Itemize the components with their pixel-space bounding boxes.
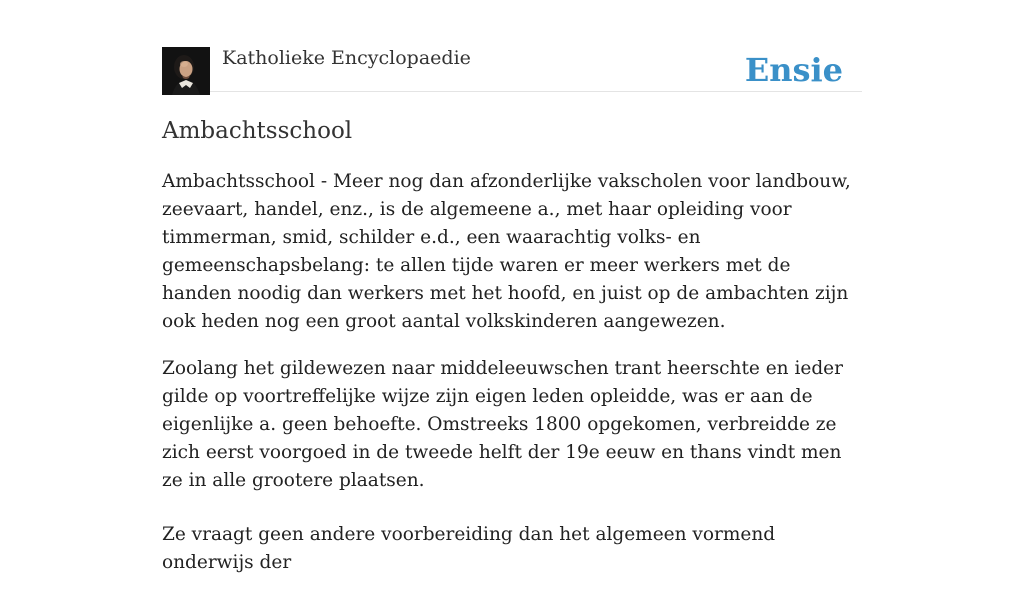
article-paragraph: Ze vraagt geen andere voorbereiding dan het algemeen vormend onderwijs der xyxy=(162,524,776,573)
article-title: Ambachtsschool xyxy=(162,118,353,144)
page-container xyxy=(162,0,862,573)
article-body xyxy=(162,168,862,596)
portrait-avatar-icon[interactable] xyxy=(162,47,210,95)
article-paragraph: Ambachtsschool - Meer nog dan afzonderlijke vakscholen voor landbouw, zeevaart, handel, enz., is de algemeene a., met haar opleiding voor timmerman, smid, schilder e.d., een waarachtig volks- en gemeenschapsbelang: te allen tijde waren er meer werkers met de handen noodig dan werkers met het hoofd, en juist op de ambachten zijn ook heden nog een groot aantal volkskinderen aangewezen. xyxy=(162,171,851,332)
site-name[interactable]: Katholieke Encyclopaedie xyxy=(222,47,471,69)
site-header xyxy=(162,0,862,92)
article-paragraph: Zoolang het gildewezen naar middeleeuwschen trant heerschte en ieder gilde op voortreffelijke wijze zijn eigen leden opleidde, was er aan de eigenlijke a. geen behoefte. Omstreeks 1800 opgekomen, verbreidde ze zich eerst voorgoed in de tweede helft der 19e eeuw en thans vindt men ze in alle grootere plaatsen. xyxy=(162,358,843,491)
brand-logo[interactable]: Ensie xyxy=(744,51,843,89)
